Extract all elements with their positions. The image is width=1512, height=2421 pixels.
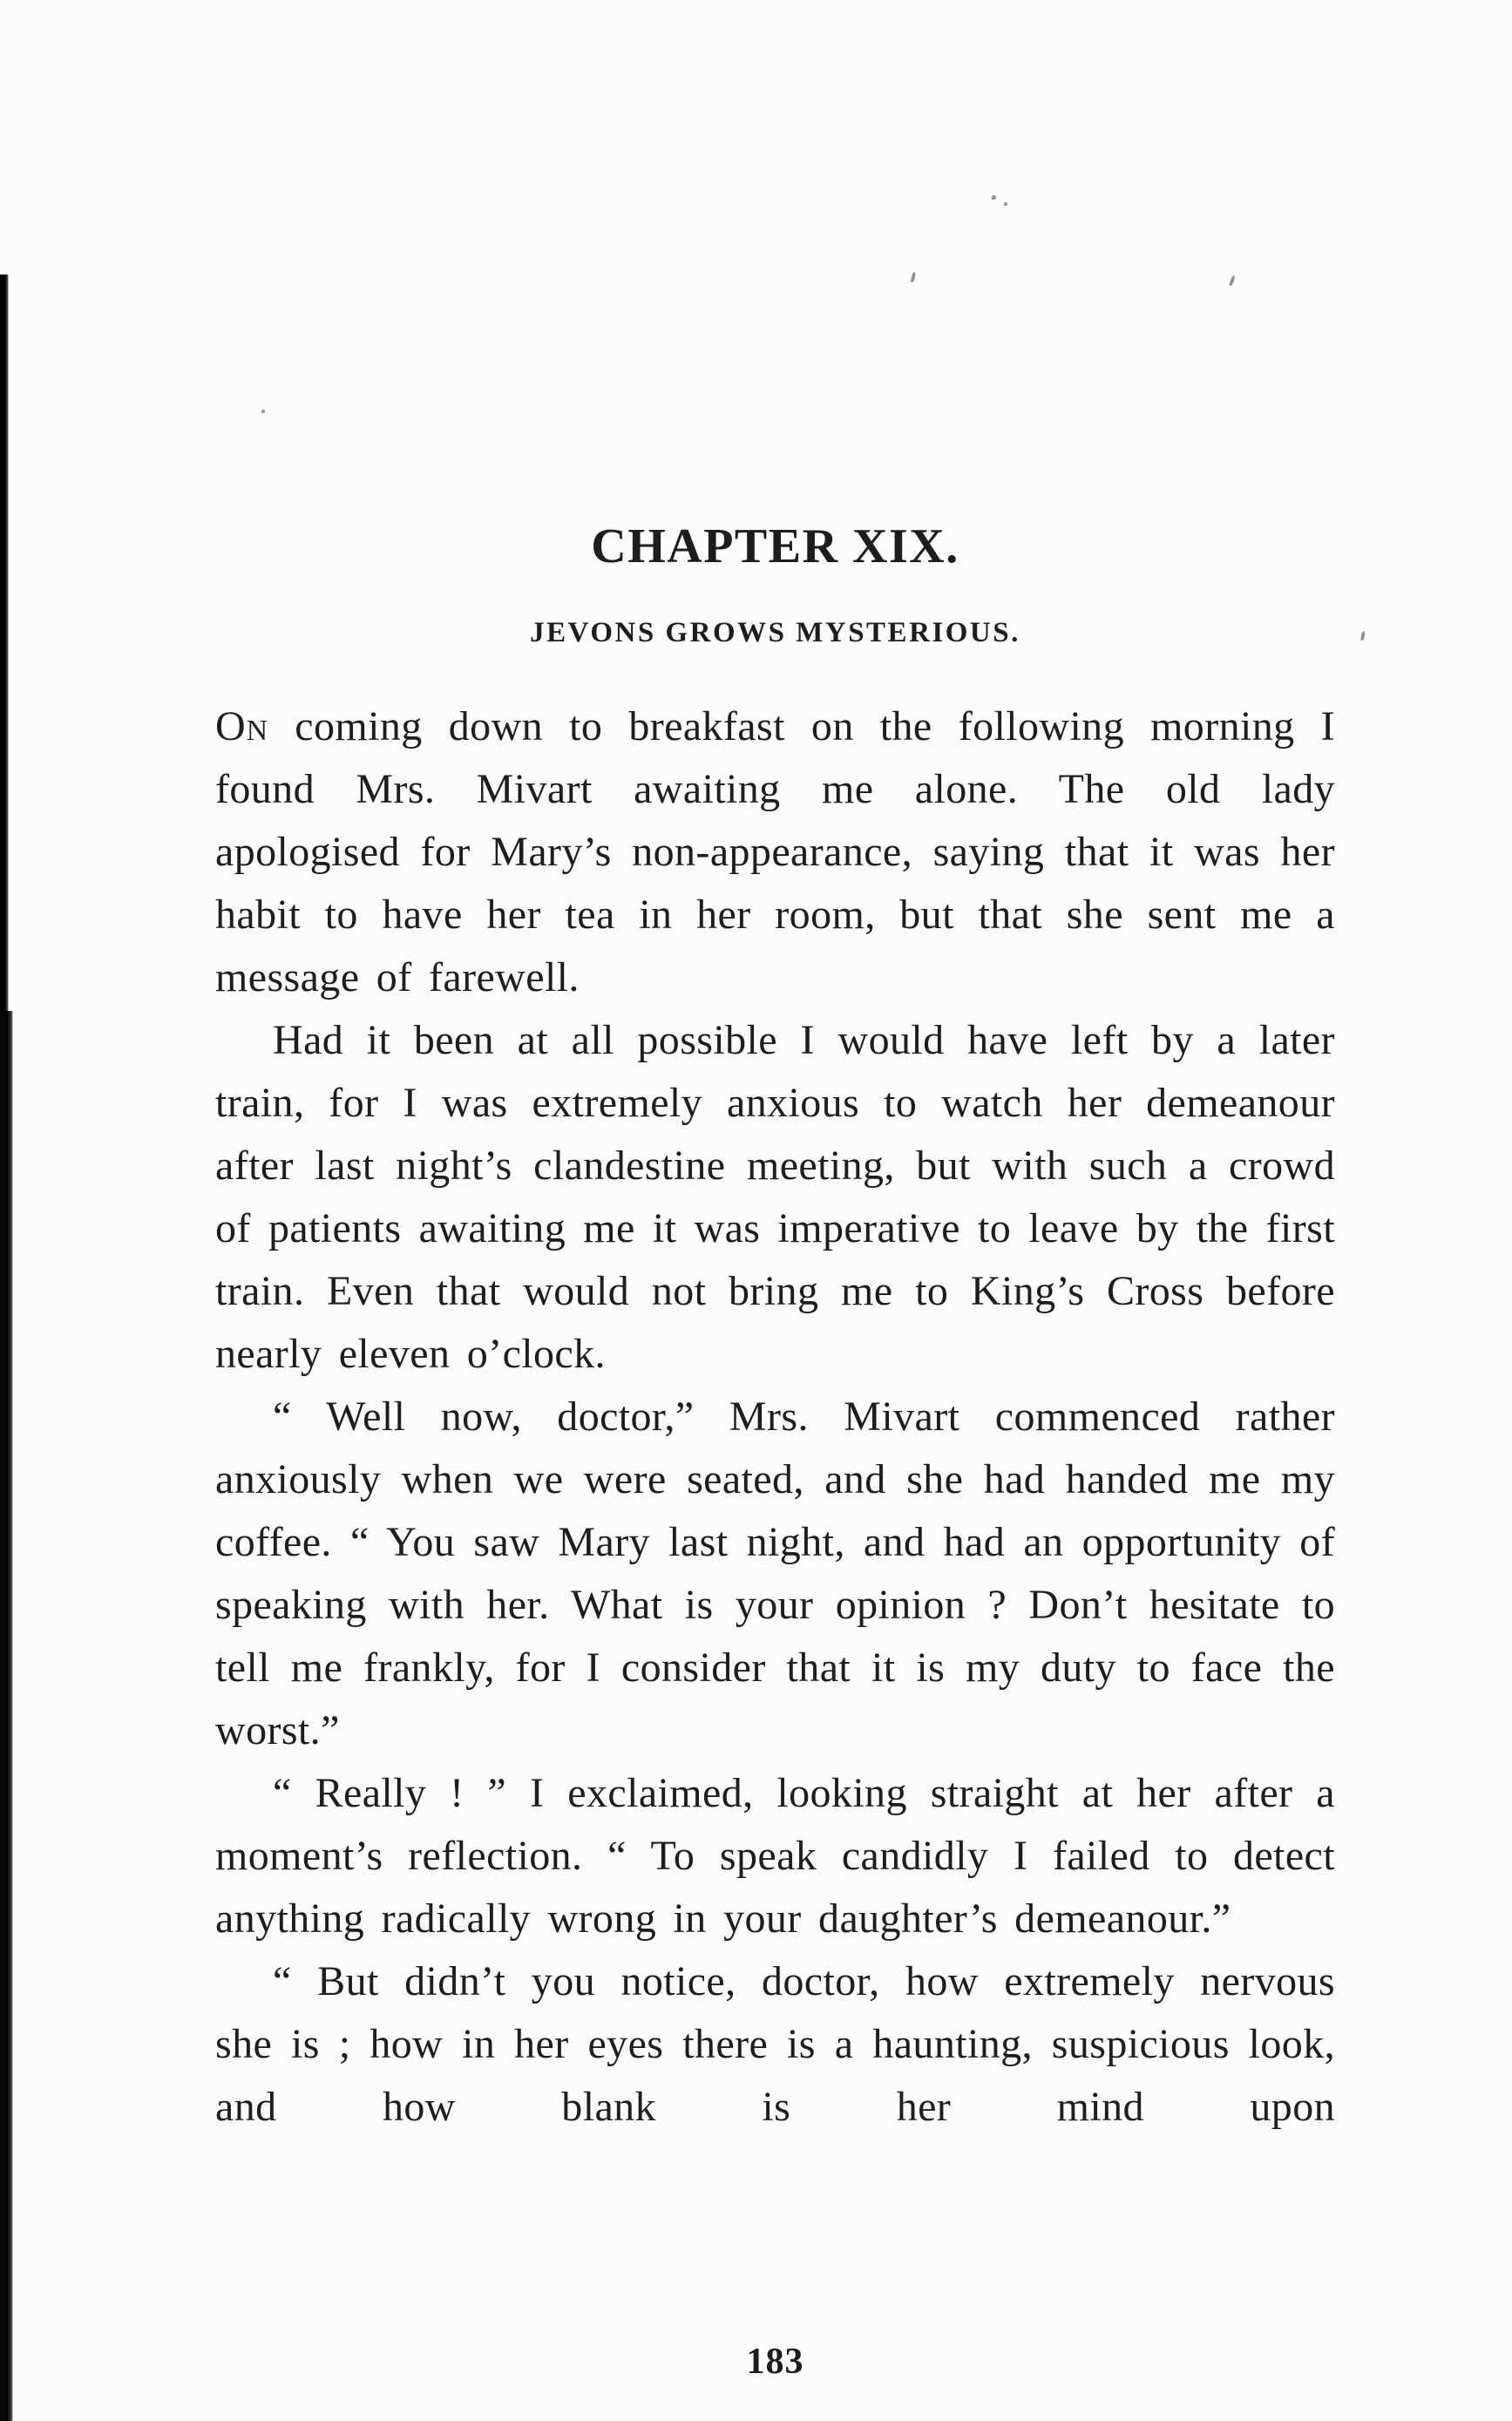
paragraph-text: coming down to breakfast on the following morning I found Mrs. Mivart awaiting me alone. The old lady apologised for Mary’s non-appearance, saying that it was her habit to have her tea in her room, but that she sent me a message of farewell.	[215, 703, 1335, 1000]
scan-speck	[1229, 275, 1236, 287]
paragraph-text: “ Really ! ” I exclaimed, looking straight at her after a moment’s reflection. “ To speak candidly I failed to detect anything radically wrong in your daughter’s demeanour.”	[215, 1770, 1335, 1942]
paragraph-2	[215, 1009, 1335, 1386]
chapter-heading: CHAPTER XIX.	[591, 519, 959, 573]
paragraph-text: “ But didn’t you notice, doctor, how extremely nervous she is ; how in her eyes there is a haunting, suspicious look, and how blank is her mind upon	[215, 1958, 1335, 2130]
lead-word: On	[215, 703, 269, 749]
scan-speck	[992, 195, 996, 200]
scan-speck	[911, 272, 916, 283]
page-text-block	[215, 519, 1335, 2139]
paragraph-text: “ Well now, doctor,” Mrs. Mivart commenced rather anxiously when we were seated, and she had handed me my coffee. “ You saw Mary last night, and had an opportunity of speaking with her. What is your opinion ? Don’t hesitate to tell me frankly, for I consider that it is my duty to face the worst.”	[215, 1394, 1335, 1753]
chapter-subtitle: JEVONS GROWS MYSTERIOUS.	[530, 617, 1020, 648]
page-number: 183	[746, 2342, 804, 2382]
paragraph-text: Had it been at all possible I would have left by a later train, for I was extremely anxious to watch her demeanour after last night’s clandestine meeting, but with such a crowd of patients awaiting me it was imperative to leave by the first train. Even that would not bring me to King’s Cross before nearly eleven o’clock.	[215, 1017, 1335, 1377]
paragraph-3	[215, 1386, 1335, 1762]
scan-speck	[1004, 202, 1007, 206]
paragraph-1	[215, 695, 1335, 1009]
paragraph-4	[215, 1762, 1335, 1950]
scan-speck	[1360, 631, 1366, 641]
paragraph-5	[215, 1950, 1335, 2139]
binding-shadow-lower	[0, 1011, 13, 2421]
scan-speck	[261, 410, 265, 413]
